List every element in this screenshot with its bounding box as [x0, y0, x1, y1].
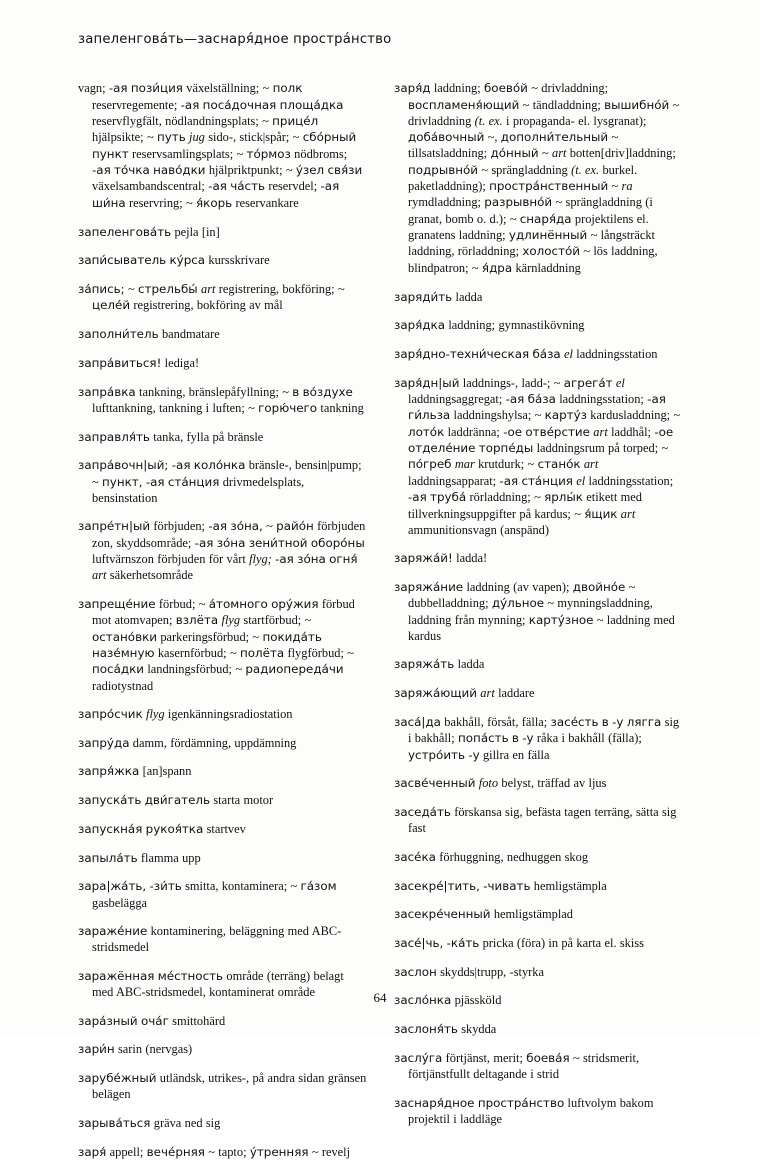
dictionary-entry: запря́жка [an]spann [78, 764, 192, 779]
dictionary-entry: запеленгова́ть pejla [in] [78, 224, 220, 239]
dictionary-entry: засекре́ченный hemligstämplad [394, 907, 573, 922]
dictionary-entry: за́пись; ~ стрельбы́ art registrering, bokföring; ~ целе́й registrering, bokföring av mål [78, 282, 345, 313]
dictionary-entry: зари́н sarin (nervgas) [78, 1042, 193, 1057]
dictionary-entry: запра́вка tankning, bränslepåfyllning; ~ в во́здухе lufttankning, tankning i luften; ~ горю́чего tankning [78, 384, 364, 415]
dictionary-entry: заряжа́ние laddning (av vapen); двойно́е ~ dubbelladdning; ду́льное ~ mynningsladdning, laddning från mynning; карту́зное ~ laddning med kardus [394, 579, 675, 644]
dictionary-entry: запыла́ть flamma upp [78, 850, 201, 865]
dictionary-entry: запуска́ть дви́гатель starta motor [78, 793, 274, 808]
dictionary-entry: заряжа́ющий art laddare [394, 686, 535, 701]
dictionary-entry: заправля́ть tanka, fylla på bränsle [78, 429, 264, 444]
dictionary-entry: заря́дн|ый laddnings-, ladd-; ~ агрега́т el laddningsaggregat; -ая ба́за laddningsstation; -ая ги́льза laddningshylsa; ~ карту́з kardusladdning; ~ лото́к laddränna; -ое отве́рстие art laddhål; -ое отделе́ние торпе́ды laddningsrum på torped; ~ по́греб mar krutdurk; ~ стано́к art laddningsapparat; -ая ста́нция el laddningsstation; -ая труба́ rörladdning; ~ ярлы́к etikett med tillverkningsuppgifter på kardus; ~ я́щик art ammunitionsvagn (anspänd) [394, 375, 681, 537]
dictionary-entry: заря́дка laddning; gymnastikövning [394, 318, 585, 333]
dictionary-entry: зарубе́жный utländsk, utrikes-, på andra sidan gränsen belägen [78, 1071, 367, 1102]
dictionary-entry: запро́счик flyg igenkänningsradiostation [78, 706, 293, 721]
dictionary-entry: заряжа́ть ladda [394, 657, 485, 672]
dictionary-entry: заснаря́дное простра́нство luftvolym bakom projektil i laddläge [394, 1095, 654, 1126]
dictionary-entry: зараже́ние kontaminering, beläggning med ABC-stridsmedel [78, 924, 342, 955]
dictionary-entry: заслон skydds|trupp, -styrka [394, 964, 545, 979]
dictionary-entry: запи́сыватель ку́рса kursskrivare [78, 253, 270, 268]
dictionary-entry: зара́зный оча́г smittohärd [78, 1013, 226, 1028]
dictionary-entry: vagn; -ая пози́ция växelställning; ~ полк reservregemente; -ая поса́дочная площа́дка reservflygfält, nödlandningsplats; ~ прице́л hjälpsikte; ~ путь jug sido-, stick|spår; ~ сбо́рный пункт reservsamlingsplats; ~ то́рмоз nödbroms; -ая то́чка наво́дки hjälpriktpunkt; ~ у́зел свя́зи växelsambandscentral; -ая ча́сть reservdel; -ая ши́на reservring; ~ я́корь reservankare [78, 81, 363, 210]
dictionary-entry: заслу́га förtjänst, merit; боева́я ~ stridsmerit, förtjänstfullt deltagande i strid [394, 1050, 640, 1082]
dictionary-entry: запра́вочн|ый; -ая коло́нка bränsle-, bensin|pump; ~ пункт, -ая ста́нция drivmedelsplats, bensinstation [78, 458, 362, 506]
dictionary-entry: запра́виться! lediga! [78, 355, 200, 370]
dictionary-entry: заса́|да bakhåll, försåt, fälla; засе́сть в -у лягга sig i bakhåll; попа́сть в -у råka i bakhåll (fälla); устро́ить -у gillra en fälla [394, 714, 680, 762]
dictionary-entry: запускна́я рукоя́тка startvev [78, 821, 246, 836]
dictionary-entry: запре́тн|ый förbjuden; -ая зо́на, ~ райо́н förbjuden zon, skyddsområde; -ая зо́на зени́тной оборо́ны luftvärnszon förbjuden för vårt flyg; -ая зо́на огня́ art säkerhetsområde [78, 519, 366, 583]
dictionary-entry: заряжа́й! ladda! [394, 551, 488, 566]
dictionary-entry: зара|жа́ть, -зи́ть smitta, kontaminera; ~ га́зом gasbelägga [78, 879, 337, 910]
dictionary-entry: запру́да damm, fördämning, uppdämning [78, 735, 297, 750]
running-head: запеленгова́ть—заснаря́дное простра́нство [78, 32, 392, 47]
dictionary-entry: засве́ченный foto belyst, träffad av ljus [394, 776, 607, 791]
dictionary-entry: засекре́|тить, -чивать hemligstämpla [394, 878, 607, 893]
dictionary-entry: заражённая ме́стность område (terräng) belagt med ABC-stridsmedel, kontaminerat område [78, 968, 344, 1000]
dictionary-entry: засе́|чь, -ка́ть pricka (föra) in på karta el. skiss [394, 935, 644, 950]
dictionary-entry: заря́дно-техни́ческая ба́за el laddningsstation [394, 347, 658, 362]
dictionary-entry: заря́ appell; вече́рняя ~ tapto; у́тренняя ~ revelj [78, 1144, 351, 1159]
dictionary-entry: заслоня́ть skydda [394, 1022, 497, 1037]
dictionary-entry: заряди́ть ladda [394, 289, 483, 304]
dictionary-entry: заседа́ть förskansa sig, befästa tagen terräng, sätta sig fast [394, 805, 677, 836]
dictionary-entry: зарыва́ться gräva ned sig [78, 1115, 221, 1130]
dictionary-entry: засе́ка förhuggning, nedhuggen skog [394, 849, 589, 864]
dictionary-entry: заполни́тель bandmatare [78, 327, 220, 342]
dictionary-entry: запреще́ние förbud; ~ а́томного ору́жия förbud mot atomvapen; взлёта flyg startförbud; ~ остано́вки parkeringsförbud; ~ покида́ть назе́мную kasernförbud; ~ полёта flygförbud; ~ поса́дки landningsförbud; ~ радиопереда́чи radiotystnad [78, 596, 355, 693]
dictionary-entry: заря́д laddning; боево́й ~ drivladdning; воспламеня́ющий ~ tändladdning; вышибно́й ~ drivladdning (t. ex. i propaganda- el. lysgranat); доба́вочный ~, дополни́тельный ~ tillsatsladdning; до́нный ~ art botten[driv]laddning; подрывно́й ~ sprängladdning (t. ex. burkel. paketladdning); простра́нственный ~ ra rymdladdning; разрывно́й ~ sprängladdning (i granat, bomb o. d.); ~ снаря́да projektilens el. granatens laddning; удлинённый ~ långsträckt laddning, rörladdning; холосто́й ~ lös laddning, blindpatron; ~ я́дра kärnladdning [394, 81, 680, 275]
dictionary-entry: засло́нка pjässköld [394, 993, 502, 1008]
page-number: 64 [373, 990, 387, 1005]
